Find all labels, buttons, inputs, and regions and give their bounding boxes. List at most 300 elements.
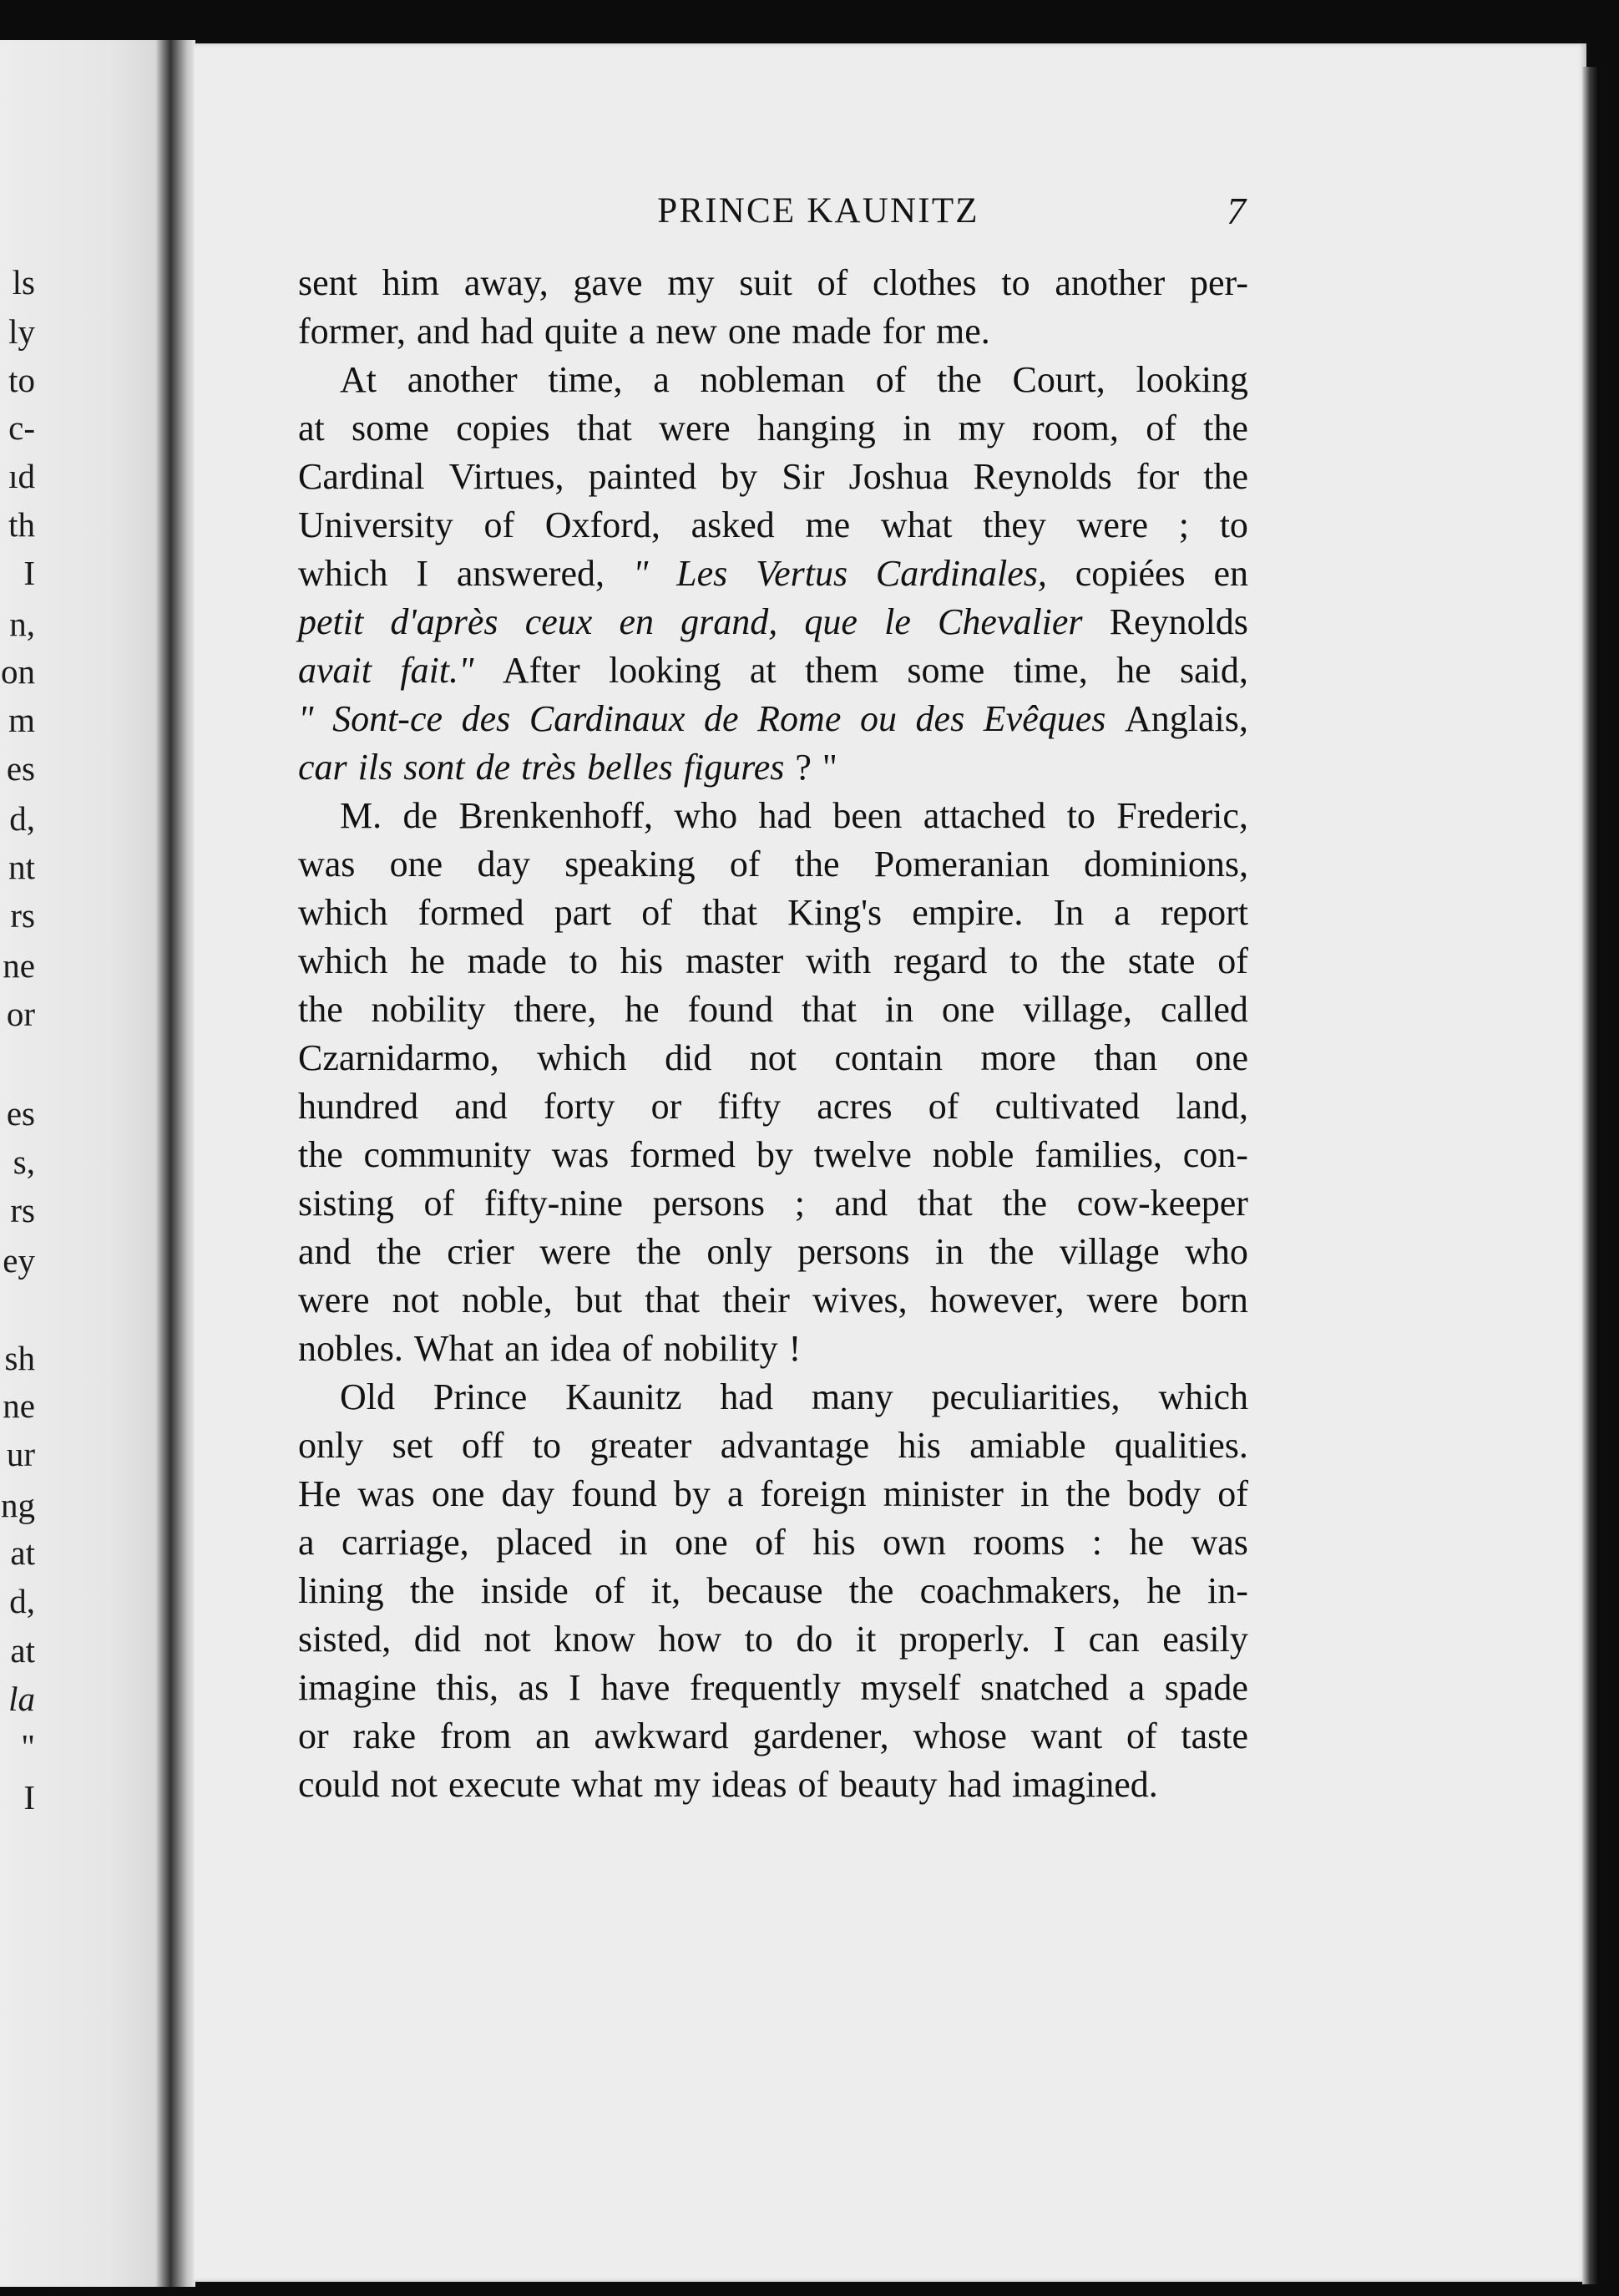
text-word: the <box>636 1231 681 1272</box>
previous-page-fragment-line: at <box>10 1533 35 1572</box>
text-word: persons <box>797 1231 910 1272</box>
text-word: however, <box>929 1280 1065 1320</box>
text-word: could <box>298 1764 380 1805</box>
text-word: a <box>1128 1667 1146 1708</box>
text-word: than <box>1094 1037 1158 1078</box>
text-word: were <box>1076 504 1149 545</box>
text-word: execute <box>448 1764 561 1805</box>
text-word: the <box>989 1231 1035 1272</box>
text-word: which <box>537 1037 627 1078</box>
text-word: painted <box>588 456 697 497</box>
text-word: asked <box>691 504 775 545</box>
text-word: to <box>569 940 598 981</box>
text-word: imagine <box>298 1667 417 1708</box>
text-line <box>298 1470 1248 1518</box>
text-word: Cardinal <box>298 456 425 497</box>
text-word: Les <box>676 553 728 594</box>
text-word: properly. <box>898 1619 1031 1660</box>
text-word: snatched <box>979 1667 1109 1708</box>
text-word: the <box>298 989 343 1030</box>
text-word: spade <box>1164 1667 1248 1708</box>
text-word: he <box>410 940 445 981</box>
text-line <box>298 743 1248 792</box>
text-word: After <box>502 650 580 691</box>
text-line <box>298 1228 1248 1276</box>
text-word: away, <box>463 262 549 303</box>
text-word: were <box>298 1280 370 1320</box>
previous-page-fragment-line: ıd <box>8 457 35 495</box>
text-word: minister <box>883 1473 1004 1514</box>
previous-page-fragment-line: rs <box>10 1191 35 1229</box>
text-word: cow-keeper <box>1076 1183 1248 1224</box>
text-word: noble <box>932 1134 1014 1175</box>
text-line <box>298 695 1248 743</box>
text-word: Reynolds <box>973 456 1112 497</box>
text-word: to <box>1066 795 1095 836</box>
text-word: of <box>1126 1716 1157 1756</box>
text-word: had <box>948 1764 1001 1805</box>
text-word: attached <box>923 795 1046 836</box>
text-word: room, <box>1032 408 1119 449</box>
text-word: ideas <box>711 1764 787 1805</box>
text-word: des <box>461 698 511 739</box>
page-number: 7 <box>1227 190 1246 232</box>
text-word: taste <box>1181 1716 1248 1756</box>
text-word: très <box>521 747 577 788</box>
text-word: more <box>980 1037 1056 1078</box>
text-word: crier <box>447 1231 514 1272</box>
text-word: Cardinaux <box>529 698 686 739</box>
text-word: Brenkenhoff, <box>458 795 653 836</box>
text-word: Czarnidarmo, <box>298 1037 499 1078</box>
text-word: because <box>706 1570 823 1611</box>
text-word: been <box>832 795 903 836</box>
text-word: de <box>704 698 739 739</box>
text-word: grand, <box>680 601 778 642</box>
text-word: their <box>722 1280 790 1320</box>
text-word: from <box>439 1716 512 1756</box>
text-word: of <box>483 504 515 545</box>
text-word: of <box>423 1183 455 1224</box>
text-word: of <box>594 1570 625 1611</box>
text-line <box>298 356 1248 404</box>
text-word: one <box>727 311 782 352</box>
text-word: had <box>758 795 812 836</box>
text-word: my <box>653 1764 701 1805</box>
text-word: de <box>402 795 438 836</box>
text-word: of <box>1217 1473 1248 1514</box>
text-line <box>298 307 1248 356</box>
text-word: or <box>298 1716 329 1756</box>
text-word: born <box>1181 1280 1248 1320</box>
text-word: University <box>298 504 453 545</box>
text-word: Pomeranian <box>873 844 1050 884</box>
text-line <box>298 1664 1248 1712</box>
text-word: Oxford, <box>544 504 660 545</box>
text-word: of <box>817 262 848 303</box>
text-word: " <box>822 747 837 788</box>
text-word: my <box>958 408 1005 449</box>
text-word: What <box>413 1328 494 1369</box>
text-word: of <box>928 1086 959 1127</box>
text-word: carriage, <box>342 1522 469 1563</box>
text-word: that <box>645 1280 701 1320</box>
text-word: the <box>298 1134 343 1175</box>
text-word: ou <box>859 698 897 739</box>
text-word: Frederic, <box>1116 795 1248 836</box>
text-word: wives, <box>812 1280 908 1320</box>
text-word: one <box>431 1473 485 1514</box>
text-word: con- <box>1182 1134 1248 1175</box>
text-word: dominions, <box>1084 844 1248 884</box>
text-word: peculiarities, <box>931 1376 1121 1417</box>
text-word: a <box>629 311 645 352</box>
text-word: which <box>1158 1376 1248 1417</box>
text-word: ils <box>357 747 393 788</box>
text-word: set <box>392 1425 433 1466</box>
running-head <box>391 184 1246 239</box>
text-word: some <box>352 408 429 449</box>
text-word: advantage <box>720 1425 870 1466</box>
text-word: not <box>749 1037 797 1078</box>
previous-page-fragment-line: I <box>23 554 35 592</box>
previous-page-fragment <box>0 40 157 2287</box>
text-word: cultivated <box>994 1086 1141 1127</box>
text-line <box>298 1179 1248 1228</box>
text-word: and <box>454 1086 508 1127</box>
text-word: a <box>1114 892 1131 933</box>
text-word: of <box>1217 940 1248 981</box>
text-word: qualities. <box>1114 1425 1248 1466</box>
text-word: formed <box>417 892 524 933</box>
text-line <box>298 1518 1248 1567</box>
text-word: he <box>625 989 660 1030</box>
text-word: speaking <box>564 844 696 884</box>
text-word: I <box>416 553 429 594</box>
text-line <box>298 646 1248 695</box>
text-word: contain <box>834 1037 943 1078</box>
text-word: for <box>1136 456 1180 497</box>
text-word: suit <box>739 262 792 303</box>
text-word: to <box>744 1619 773 1660</box>
text-word: who <box>674 795 738 836</box>
text-word: " <box>632 553 649 594</box>
text-word: can <box>1088 1619 1140 1660</box>
text-word: village, <box>1023 989 1133 1030</box>
previous-page-fragment-line: to <box>8 361 35 399</box>
text-line <box>298 1082 1248 1131</box>
text-word: forty <box>543 1086 615 1127</box>
text-line <box>298 937 1248 986</box>
text-word: M. <box>340 795 382 836</box>
text-line <box>298 1325 1248 1373</box>
text-word: and <box>834 1183 888 1224</box>
text-word: hundred <box>298 1086 419 1127</box>
text-word: former, <box>298 311 406 352</box>
text-word: in <box>1019 1473 1050 1514</box>
text-word: easily <box>1162 1619 1248 1660</box>
text-word: Sont-ce <box>332 698 443 739</box>
previous-page-fragment-line: s, <box>13 1143 35 1181</box>
previous-page-fragment-line: ne <box>3 1386 35 1425</box>
text-word: his <box>898 1425 941 1466</box>
text-word: quite <box>544 311 618 352</box>
body-text <box>298 259 1248 1809</box>
text-word: were <box>1086 1280 1159 1320</box>
text-line <box>298 550 1248 598</box>
text-word: amiable <box>969 1425 1086 1466</box>
text-word: avait <box>298 650 372 691</box>
text-word: to <box>1009 940 1039 981</box>
text-word: en <box>619 601 654 642</box>
text-word: sisted, <box>298 1619 392 1660</box>
text-word: Anglais, <box>1124 698 1248 739</box>
previous-page-fragment-line: c- <box>8 408 35 447</box>
text-word: In <box>1053 892 1085 933</box>
text-word: the <box>937 359 982 400</box>
text-word: land, <box>1176 1086 1248 1127</box>
text-word: to <box>1001 262 1030 303</box>
text-word: At <box>340 359 377 400</box>
previous-page-fragment-line: on <box>1 652 35 691</box>
text-word: in <box>903 408 932 449</box>
text-word: master <box>685 940 784 981</box>
previous-page-fragment-line: at <box>10 1631 35 1670</box>
text-word: looking <box>609 650 721 691</box>
text-word: of <box>875 359 907 400</box>
text-word: Joshua <box>848 456 949 497</box>
text-word: of <box>797 1764 829 1805</box>
text-word: figures <box>683 747 785 788</box>
previous-page-fragment-line: rs <box>10 896 35 935</box>
text-word: in <box>619 1522 648 1563</box>
text-word: in <box>935 1231 964 1272</box>
text-word: Rome <box>757 698 842 739</box>
text-line <box>298 1615 1248 1664</box>
text-word: empire. <box>912 892 1024 933</box>
text-line <box>298 1567 1248 1615</box>
text-word: of <box>755 1522 786 1563</box>
text-word: he <box>1116 650 1151 691</box>
text-word: him <box>382 262 440 303</box>
text-word: a <box>653 359 670 400</box>
text-word: Cardinales, <box>875 553 1047 594</box>
text-word: did <box>413 1619 461 1660</box>
text-word: one <box>941 989 995 1030</box>
text-word: nobility <box>371 989 486 1030</box>
text-word: twelve <box>813 1134 912 1175</box>
text-word: Sir <box>782 456 825 497</box>
text-word: car <box>298 747 347 788</box>
previous-page-fragment-line: m <box>8 701 35 739</box>
text-word: de <box>475 747 511 788</box>
text-word: my <box>667 262 715 303</box>
text-word: an <box>535 1716 570 1756</box>
text-word: in- <box>1207 1570 1248 1611</box>
text-word: fifty <box>717 1086 782 1127</box>
text-word: lining <box>298 1570 384 1611</box>
text-word: there, <box>514 989 597 1030</box>
text-word: acres <box>817 1086 893 1127</box>
text-word: called <box>1160 989 1248 1030</box>
text-word: Reynolds <box>1109 601 1248 642</box>
text-word: awkward <box>594 1716 729 1756</box>
text-word: he <box>1146 1570 1181 1611</box>
text-word: many <box>811 1376 893 1417</box>
text-word: do <box>796 1619 833 1660</box>
text-word: gave <box>573 262 643 303</box>
text-word: had <box>480 311 534 352</box>
text-word: made <box>792 311 872 352</box>
text-word: but <box>574 1280 623 1320</box>
text-word: did <box>665 1037 712 1078</box>
text-line <box>298 840 1248 889</box>
text-line <box>298 1761 1248 1809</box>
text-word: en <box>1213 553 1248 594</box>
text-word: he <box>1129 1522 1165 1563</box>
text-word: of <box>729 844 761 884</box>
text-word: Vertus <box>756 553 848 594</box>
previous-page-fragment-line: es <box>6 1094 35 1133</box>
text-word: who <box>1185 1231 1248 1272</box>
text-word: fait." <box>400 650 474 691</box>
text-word: state <box>1127 940 1196 981</box>
text-word: to <box>532 1425 561 1466</box>
text-word: off <box>461 1425 504 1466</box>
text-line <box>298 1131 1248 1179</box>
running-head-title: PRINCE KAUNITZ <box>657 191 979 231</box>
text-word: me <box>805 504 851 545</box>
text-word: the <box>1203 456 1248 497</box>
text-word: the <box>1060 940 1106 981</box>
text-word: " <box>298 698 314 739</box>
previous-page-fragment-line: d, <box>9 799 35 838</box>
page-edge-shadow <box>1582 67 1597 2284</box>
previous-page-fragment-line: or <box>6 995 35 1033</box>
text-word: Chevalier <box>938 601 1083 642</box>
text-word: only <box>298 1425 364 1466</box>
text-word: persons <box>652 1183 766 1224</box>
text-word: time, <box>548 359 623 400</box>
text-line <box>298 792 1248 840</box>
text-line <box>298 404 1248 453</box>
text-word: not <box>483 1619 531 1660</box>
text-word: copiées <box>1075 553 1186 594</box>
text-word: I <box>568 1667 581 1708</box>
text-word: how <box>658 1619 722 1660</box>
text-word: idea <box>549 1328 612 1369</box>
text-word: le <box>884 601 911 642</box>
text-word: his <box>620 940 664 981</box>
text-word: beauty <box>839 1764 938 1805</box>
text-word: day <box>477 844 530 884</box>
previous-page-fragment-line: ly <box>8 312 35 351</box>
text-word: not <box>390 1764 438 1805</box>
previous-page-fragment-line: la <box>8 1680 35 1718</box>
text-word: a <box>298 1522 315 1563</box>
text-word: families, <box>1035 1134 1162 1175</box>
text-word: des <box>915 698 965 739</box>
text-word: nobles. <box>298 1328 403 1369</box>
text-word: the <box>1002 1183 1048 1224</box>
text-word: the <box>794 844 840 884</box>
text-word: day <box>501 1473 555 1514</box>
text-word: Virtues, <box>448 456 564 497</box>
text-word: another <box>1055 262 1166 303</box>
text-word: his <box>812 1522 856 1563</box>
text-word: per- <box>1190 262 1248 303</box>
text-word: of <box>641 892 672 933</box>
text-word: report <box>1160 892 1248 933</box>
text-word: the <box>376 1231 422 1272</box>
text-word: it <box>855 1619 877 1660</box>
text-word: not <box>392 1280 439 1320</box>
text-word: or <box>650 1086 682 1127</box>
previous-page-fragment-line: es <box>6 749 35 788</box>
text-line <box>298 889 1248 937</box>
text-word: that <box>576 408 632 449</box>
text-word: ceux <box>524 601 593 642</box>
text-word: only <box>706 1231 772 1272</box>
text-word: regard <box>893 940 988 981</box>
text-word: in <box>884 989 914 1030</box>
text-word: this, <box>436 1667 498 1708</box>
text-word: frequently <box>690 1667 841 1708</box>
text-word: and <box>298 1231 352 1272</box>
text-word: greater <box>589 1425 692 1466</box>
previous-page-fragment-line: nt <box>8 848 35 886</box>
text-word: by <box>756 1134 793 1175</box>
text-word: at <box>749 650 777 691</box>
previous-page-fragment-line: th <box>8 505 35 544</box>
text-word: sisting <box>298 1183 394 1224</box>
text-word: made <box>467 940 547 981</box>
text-word: Old <box>340 1376 395 1417</box>
text-word: Kaunitz <box>565 1376 682 1417</box>
text-line <box>298 986 1248 1034</box>
text-word: one <box>389 844 443 884</box>
text-word: : <box>1091 1522 1103 1563</box>
text-line <box>298 1422 1248 1470</box>
text-word: que <box>804 601 858 642</box>
text-word: said, <box>1180 650 1248 691</box>
previous-page-fragment-line: ne <box>3 946 35 985</box>
text-word: to <box>1219 504 1248 545</box>
text-word: noble, <box>461 1280 553 1320</box>
text-word: were <box>539 1231 611 1272</box>
text-word: they <box>983 504 1046 545</box>
text-word: that <box>917 1183 973 1224</box>
text-word: as <box>518 1667 549 1708</box>
text-line <box>298 453 1248 501</box>
text-word: belles <box>587 747 673 788</box>
text-word: copies <box>456 408 550 449</box>
text-word: rake <box>352 1716 417 1756</box>
text-word: part <box>554 892 612 933</box>
text-word: found <box>571 1473 657 1514</box>
text-word: new <box>655 311 717 352</box>
text-word: answered, <box>456 553 605 594</box>
text-word: Court, <box>1012 359 1105 400</box>
text-word: the <box>848 1570 894 1611</box>
text-word: ; <box>1178 504 1189 545</box>
text-word: of <box>1146 408 1176 449</box>
text-word: that <box>702 892 758 933</box>
text-word: what <box>571 1764 643 1805</box>
text-word: fifty-nine <box>483 1183 623 1224</box>
text-word: had <box>720 1376 773 1417</box>
text-word: ; <box>794 1183 805 1224</box>
